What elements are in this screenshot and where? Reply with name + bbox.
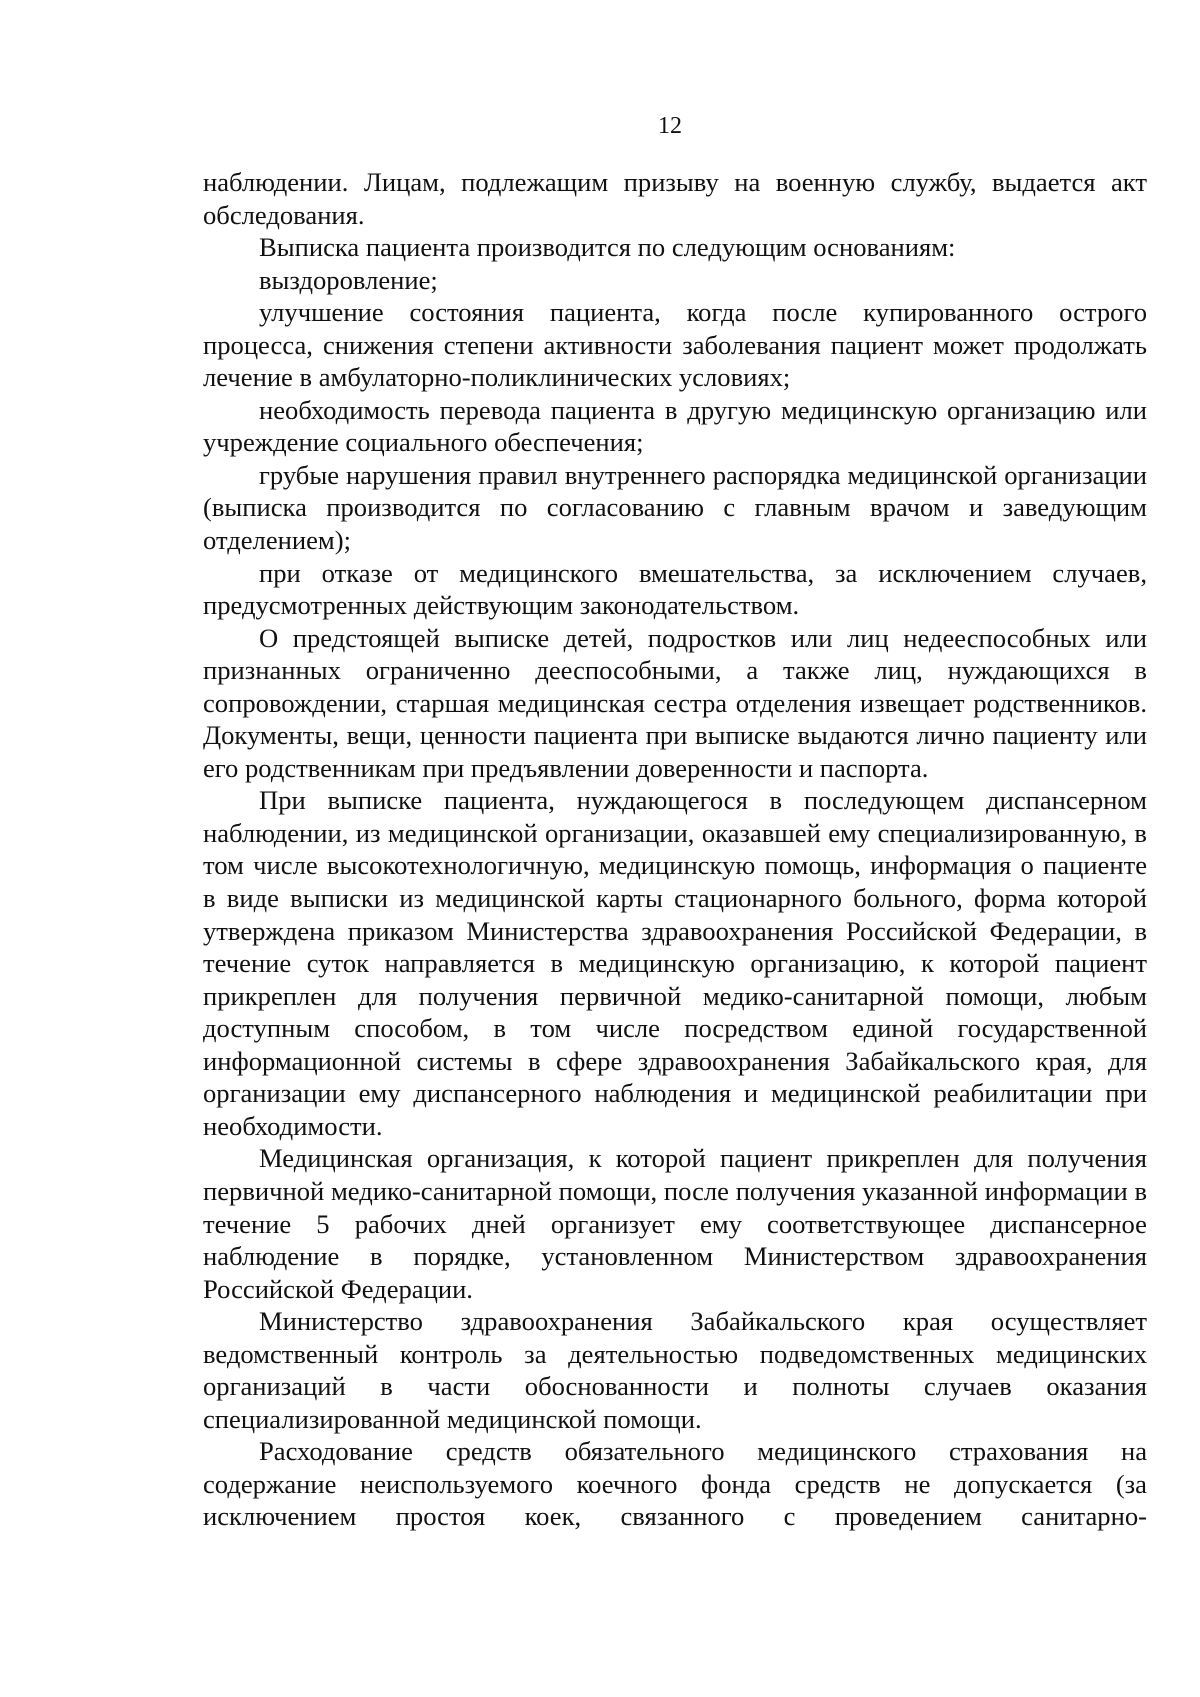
paragraph-2: Выписка пациента производится по следующим основаниям: bbox=[259, 232, 956, 263]
paragraph-3: выздоровление; bbox=[259, 264, 438, 295]
page-number: 12 bbox=[658, 113, 682, 139]
paragraph-6: грубые нарушения правил внутреннего распорядка медицинской организации (выписка производится по согласованию с главным врачом и заведующим отделением); bbox=[203, 459, 1147, 556]
paragraph-5: необходимость перевода пациента в другую медицинскую организацию или учреждение социального обеспечения; bbox=[203, 394, 1147, 458]
paragraph-12: Расходование средств обязательного медицинского страхования на содержание неиспользуемого коечного фонда средств не допускается (за исключением простоя коек, связанного с проведением санитарно- bbox=[203, 1436, 1147, 1532]
paragraph-10: Медицинская организация, к которой пациент прикреплен для получения первичной медико-санитарной помощи, после получения указанной информации в течение 5 рабочих дней организует ему соответствующее диспансерное наблюдение в порядке, установленном Министерством здравоохранения Российской Федерации. bbox=[203, 1143, 1147, 1304]
paragraph-11: Министерство здравоохранения Забайкальского края осуществляет ведомственный контроль за деятельностью подведомственных медицинских организаций в части обоснованности и полноты случаев оказания специализированной медицинской помощи. bbox=[203, 1306, 1147, 1434]
paragraph-9: При выписке пациента, нуждающегося в последующем диспансерном наблюдении, из медицинской организации, оказавшей ему специализированную, в том числе высокотехнологичную, медицинскую помощь, информация о пациенте в виде выписки из медицинской карты стационарного больного, форма которой утверждена приказом Министерства здравоохранения Российской Федерации, в течение суток направляется в медицинскую организацию, к которой пациент прикреплен для получения первичной медико-санитарной помощи, любым доступным способом, в том числе посредством единой государственной информационной системы в сфере здравоохранения Забайкальского края, для организации ему диспансерного наблюдения и медицинской реабилитации при необходимости. bbox=[203, 785, 1147, 1141]
paragraph-8: О предстоящей выписке детей, подростков или лиц недееспособных или признанных ограниченно дееспособными, а также лиц, нуждающихся в сопровождении, старшая медицинская сестра отделения извещает родственников. Документы, вещи, ценности пациента при выписке выдаются лично пациенту или его родственникам при предъявлении доверенности и паспорта. bbox=[203, 622, 1147, 783]
paragraph-7: при отказе от медицинского вмешательства, за исключением случаев, предусмотренных действующим законодательством. bbox=[203, 557, 1147, 621]
paragraph-1: наблюдении. Лицам, подлежащим призыву на военную службу, выдается акт обследования. bbox=[203, 167, 1147, 230]
document-body bbox=[203, 166, 1147, 1533]
paragraph-4: улучшение состояния пациента, когда после купированного острого процесса, снижения степени активности заболевания пациент может продолжать лечение в амбулаторно-поликлинических условиях; bbox=[203, 297, 1147, 393]
